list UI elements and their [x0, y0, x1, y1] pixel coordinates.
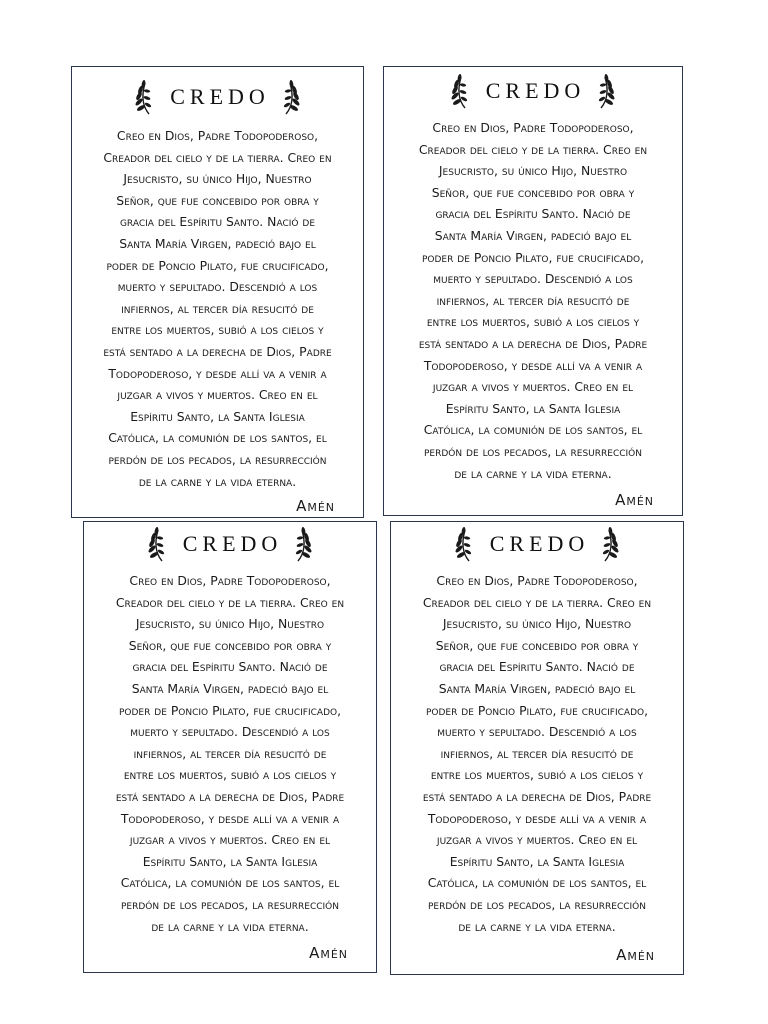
card-title: CREDO [182, 531, 283, 556]
prayer-line: Espíritu Santo, la Santa Iglesia [142, 853, 318, 869]
laurel-right-icon [280, 79, 302, 115]
prayer-text [384, 117, 682, 484]
card-title: CREDO [170, 84, 270, 109]
prayer-line: muerto y sepultado. Descendió a los [433, 271, 633, 287]
prayer-line: Espíritu Santo, la Santa Iglesia [445, 400, 621, 416]
prayer-line: Creador del cielo y de la tierra. Creo en [115, 594, 345, 610]
prayer-line: infiernos, al tercer día resucitó de [440, 745, 634, 761]
prayer-text [84, 570, 376, 937]
prayer-line: Creo en Dios, Padre Todopoderoso, [436, 573, 638, 588]
prayer-line: poder de Poncio Pilato, fue crucificado, [106, 257, 329, 273]
prayer-line: infiernos, al tercer día resucitó de [121, 300, 314, 316]
laurel-right-icon [599, 526, 621, 562]
laurel-left-icon [146, 526, 168, 562]
prayer-line: Espíritu Santo, la Santa Iglesia [449, 853, 625, 869]
prayer-line: de la carne y la vida eterna. [151, 918, 309, 934]
prayer-line: Santa María Virgen, padeció bajo el [434, 227, 632, 243]
prayer-line: Creador del cielo y de la tierra. Creo en [103, 149, 332, 165]
prayer-line: está sentado a la derecha de Dios, Padre [115, 788, 345, 804]
credo-card-4 [390, 521, 684, 975]
prayer-line: Todopoderoso, y desde allí va a venir a [423, 357, 643, 373]
card-header [391, 524, 683, 564]
prayer-line: juzgar a vivos y muertos. Creo en el [117, 387, 318, 403]
laurel-left-icon [449, 73, 471, 109]
prayer-line: Jesucristo, su único Hijo, Nuestro [442, 616, 632, 632]
prayer-line: de la carne y la vida eterna. [458, 918, 616, 934]
prayer-line: de la carne y la vida eterna. [454, 465, 612, 481]
prayer-line: Espíritu Santo, la Santa Iglesia [130, 408, 305, 424]
prayer-line: está sentado a la derecha de Dios, Padre [103, 343, 332, 359]
prayer-text [72, 125, 363, 492]
prayer-line: Creo en Dios, Padre Todopoderoso, [116, 128, 319, 143]
prayer-text [391, 570, 683, 937]
prayer-line: entre los muertos, subió a los cielos y [430, 767, 644, 783]
amen-signoff: Amén [296, 497, 335, 515]
laurel-left-icon [453, 526, 475, 562]
prayer-line: entre los muertos, subió a los cielos y [111, 322, 324, 338]
prayer-line: muerto y sepultado. Descendió a los [117, 279, 318, 295]
card-title: CREDO [489, 531, 590, 556]
prayer-line: gracia del Espíritu Santo. Nació de [435, 206, 631, 222]
prayer-line: gracia del Espíritu Santo. Nació de [439, 659, 635, 675]
prayer-line: Católica, la comunión de los santos, el [120, 875, 340, 891]
prayer-line: Creador del cielo y de la tierra. Creo en [422, 594, 652, 610]
prayer-line: Creo en Dios, Padre Todopoderoso, [432, 120, 634, 135]
amen-signoff: Amén [309, 944, 348, 962]
prayer-line: Señor, que fue concebido por obra y [128, 637, 332, 653]
credo-card-2 [383, 66, 683, 516]
prayer-line: infiernos, al tercer día resucitó de [436, 292, 630, 308]
card-header [384, 71, 682, 111]
prayer-line: Jesucristo, su único Hijo, Nuestro [135, 616, 325, 632]
prayer-line: gracia del Espíritu Santo. Nació de [119, 214, 316, 230]
card-title: CREDO [485, 78, 586, 103]
prayer-line: Todopoderoso, y desde allí va a venir a [108, 365, 327, 381]
card-header [72, 77, 363, 117]
laurel-left-icon [133, 79, 155, 115]
prayer-line: Señor, que fue concebido por obra y [435, 637, 639, 653]
prayer-line: entre los muertos, subió a los cielos y [123, 767, 337, 783]
prayer-line: Católica, la comunión de los santos, el [423, 422, 643, 438]
prayer-line: Creo en Dios, Padre Todopoderoso, [129, 573, 331, 588]
prayer-line: muerto y sepultado. Descendió a los [130, 724, 330, 740]
laurel-right-icon [292, 526, 314, 562]
prayer-line: juzgar a vivos y muertos. Creo en el [432, 379, 634, 395]
prayer-line: perdón de los pecados, la resurrección [108, 451, 327, 467]
prayer-line: perdón de los pecados, la resurrección [428, 896, 646, 912]
prayer-line: Señor, que fue concebido por obra y [431, 184, 635, 200]
prayer-line: perdón de los pecados, la resurrección [424, 443, 642, 459]
card-header [84, 524, 376, 564]
prayer-line: Creador del cielo y de la tierra. Creo en [418, 141, 648, 157]
prayer-line: poder de Poncio Pilato, fue crucificado, [421, 249, 645, 265]
prayer-line: poder de Poncio Pilato, fue crucificado, [425, 702, 649, 718]
prayer-line: Santa María Virgen, padeció bajo el [119, 235, 316, 251]
credo-card-3 [83, 521, 377, 973]
prayer-line: Señor, que fue concebido por obra y [116, 192, 319, 208]
prayer-line: muerto y sepultado. Descendió a los [437, 724, 637, 740]
prayer-line: Todopoderoso, y desde allí va a venir a [120, 810, 340, 826]
prayer-line: juzgar a vivos y muertos. Creo en el [436, 832, 638, 848]
amen-signoff: Amén [615, 491, 654, 509]
prayer-line: Santa María Virgen, padeció bajo el [438, 680, 636, 696]
prayer-line: está sentado a la derecha de Dios, Padre [418, 335, 648, 351]
prayer-line: Todopoderoso, y desde allí va a venir a [427, 810, 647, 826]
credo-card-1 [71, 66, 364, 518]
prayer-line: Santa María Virgen, padeció bajo el [131, 680, 329, 696]
prayer-line: de la carne y la vida eterna. [138, 473, 297, 489]
prayer-line: entre los muertos, subió a los cielos y [426, 314, 640, 330]
prayer-line: Jesucristo, su único Hijo, Nuestro [438, 163, 628, 179]
prayer-line: Católica, la comunión de los santos, el [108, 430, 327, 446]
prayer-line: Jesucristo, su único Hijo, Nuestro [123, 171, 312, 187]
prayer-line: poder de Poncio Pilato, fue crucificado, [118, 702, 342, 718]
laurel-right-icon [595, 73, 617, 109]
prayer-line: juzgar a vivos y muertos. Creo en el [129, 832, 331, 848]
prayer-line: infiernos, al tercer día resucitó de [133, 745, 327, 761]
prayer-line: gracia del Espíritu Santo. Nació de [132, 659, 328, 675]
prayer-line: está sentado a la derecha de Dios, Padre [422, 788, 652, 804]
prayer-line: perdón de los pecados, la resurrección [121, 896, 339, 912]
prayer-line: Católica, la comunión de los santos, el [427, 875, 647, 891]
amen-signoff: Amén [616, 946, 655, 964]
